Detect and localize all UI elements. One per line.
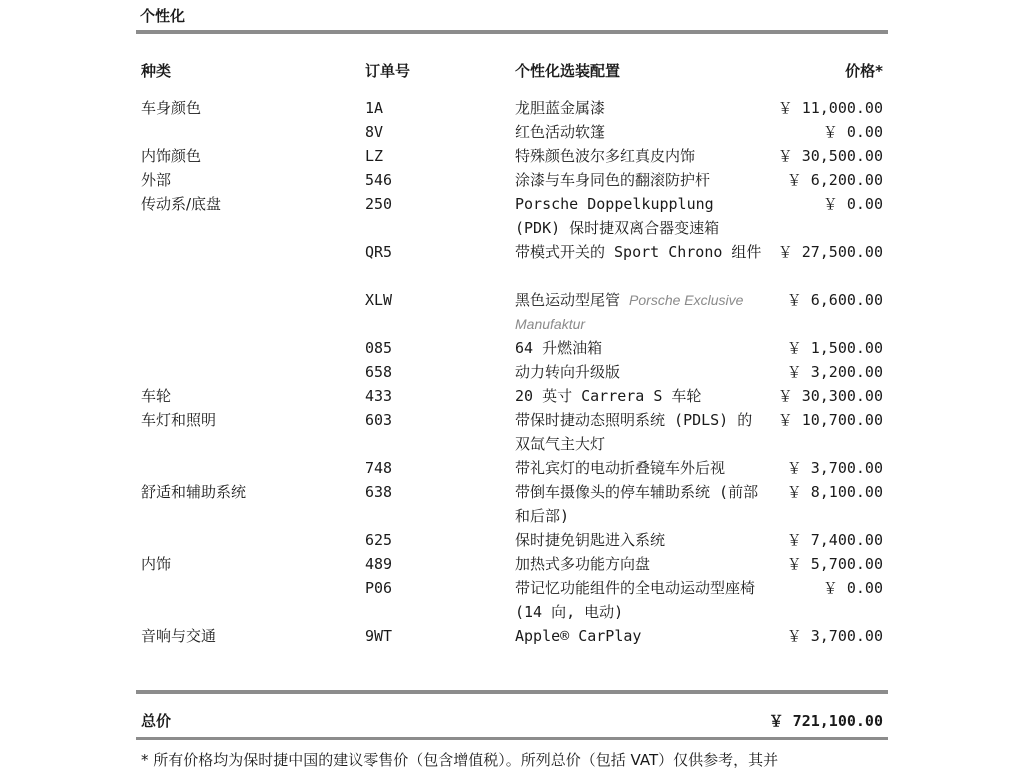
row-option-text: 黑色运动型尾管: [515, 291, 621, 309]
row-option: [515, 624, 765, 648]
row-category: 舒适和辅助系统: [141, 483, 247, 501]
header-price: 价格*: [845, 62, 883, 80]
row-order-code: 625: [365, 531, 393, 549]
row-order-code: 433: [365, 387, 393, 405]
row-option-text: 64 升燃油箱: [515, 339, 603, 357]
row-category: 传动系/底盘: [141, 195, 222, 213]
row-option: [515, 96, 765, 120]
table-row: [0, 408, 1024, 456]
row-price: ￥ 3,700.00: [786, 627, 883, 645]
row-price: ￥ 6,600.00: [786, 291, 883, 309]
table-row: [0, 528, 1024, 552]
row-category: 音响与交通: [141, 627, 217, 645]
table-row: [0, 288, 1024, 336]
table-row: [0, 552, 1024, 576]
row-order-code: 1A: [365, 99, 384, 117]
row-option-text: 特殊颜色波尔多红真皮内饰: [515, 147, 696, 165]
header-category: 种类: [141, 62, 172, 80]
row-price: ￥ 27,500.00: [777, 243, 883, 261]
row-option: [515, 480, 765, 528]
row-order-code: 658: [365, 363, 393, 381]
table-row: [0, 168, 1024, 192]
table-row: [0, 336, 1024, 360]
table-row: [0, 120, 1024, 144]
row-option-text: 加热式多功能方向盘: [515, 555, 651, 573]
row-option: [515, 120, 765, 144]
row-option: [515, 384, 765, 408]
row-order-code: QR5: [365, 243, 393, 261]
row-price: ￥ 0.00: [822, 579, 883, 597]
row-option-note: Porsche Exclusive Manufaktur: [515, 292, 744, 332]
row-option-text: 红色活动软篷: [515, 123, 606, 141]
total-value: ￥ 721,100.00: [768, 712, 883, 730]
row-price: ￥ 30,500.00: [777, 147, 883, 165]
table-row: [0, 624, 1024, 648]
row-option-text: 带礼宾灯的电动折叠镜车外后视: [515, 459, 726, 477]
row-price: ￥ 10,700.00: [777, 411, 883, 429]
table-row: [0, 576, 1024, 624]
row-option-text: Porsche Doppelkupplung (PDK) 保时捷双离合器变速箱: [515, 195, 720, 237]
header-option: 个性化选装配置: [515, 62, 621, 80]
row-option-text: 涂漆与车身同色的翻滚防护杆: [515, 171, 711, 189]
row-price: ￥ 30,300.00: [777, 387, 883, 405]
row-price: ￥ 1,500.00: [786, 339, 883, 357]
row-option-text: 带记忆功能组件的全电动运动型座椅 (14 向, 电动): [515, 579, 756, 621]
row-option-text: 龙胆蓝金属漆: [515, 99, 606, 117]
row-option: [515, 192, 765, 240]
row-category: 车灯和照明: [141, 411, 217, 429]
row-price: ￥ 0.00: [822, 123, 883, 141]
row-price: ￥ 8,100.00: [786, 483, 883, 501]
table-row: [0, 144, 1024, 168]
row-option: [515, 552, 765, 576]
row-category: 车轮: [141, 387, 172, 405]
row-price: ￥ 3,700.00: [786, 459, 883, 477]
row-price: ￥ 3,200.00: [786, 363, 883, 381]
options-table: [0, 96, 1024, 648]
row-order-code: XLW: [365, 291, 393, 309]
table-row: [0, 456, 1024, 480]
table-row: [0, 96, 1024, 120]
row-option: [515, 240, 765, 264]
footnote: * 所有价格均为保时捷中国的建议零售价（包含增值税）。所列总价（包括 VAT）仅供参考，其并: [141, 751, 779, 768]
row-order-code: 250: [365, 195, 393, 213]
row-option: [515, 336, 765, 360]
row-category: 车身颜色: [141, 99, 202, 117]
row-option-text: 带模式开关的 Sport Chrono 组件: [515, 243, 762, 261]
row-option-text: 带倒车摄像头的停车辅助系统 (前部和后部): [515, 483, 759, 525]
row-option: [515, 456, 765, 480]
row-option-text: 带保时捷动态照明系统 (PDLS) 的双氙气主大灯: [515, 411, 753, 453]
row-order-code: 638: [365, 483, 393, 501]
total-divider: [136, 690, 888, 694]
row-option: [515, 528, 765, 552]
table-row: [0, 360, 1024, 384]
row-order-code: LZ: [365, 147, 384, 165]
row-option: [515, 288, 765, 336]
row-order-code: P06: [365, 579, 393, 597]
row-order-code: 603: [365, 411, 393, 429]
total-label: 总价: [141, 712, 172, 730]
header-order-code: 订单号: [365, 62, 411, 80]
row-option-text: 保时捷免钥匙进入系统: [515, 531, 666, 549]
row-option: [515, 168, 765, 192]
table-row: [0, 240, 1024, 288]
row-order-code: 085: [365, 339, 393, 357]
row-category: 内饰: [141, 555, 172, 573]
row-category: 内饰颜色: [141, 147, 202, 165]
row-price: ￥ 5,700.00: [786, 555, 883, 573]
row-option-text: Apple® CarPlay: [515, 627, 642, 645]
table-row: [0, 384, 1024, 408]
table-row: [0, 192, 1024, 240]
row-option: [515, 360, 765, 384]
section-title: 个性化: [140, 7, 186, 25]
table-row: [0, 480, 1024, 528]
row-price: ￥ 6,200.00: [786, 171, 883, 189]
footnote-divider: [136, 737, 888, 740]
top-divider: [136, 30, 888, 34]
row-category: 外部: [141, 171, 172, 189]
row-option: [515, 144, 765, 168]
row-option-text: 20 英寸 Carrera S 车轮: [515, 387, 702, 405]
row-order-code: 8V: [365, 123, 384, 141]
row-price: ￥ 7,400.00: [786, 531, 883, 549]
row-option: [515, 408, 765, 456]
row-option: [515, 576, 765, 624]
row-price: ￥ 0.00: [822, 195, 883, 213]
row-order-code: 9WT: [365, 627, 393, 645]
row-order-code: 748: [365, 459, 393, 477]
row-order-code: 546: [365, 171, 393, 189]
row-order-code: 489: [365, 555, 393, 573]
row-price: ￥ 11,000.00: [777, 99, 883, 117]
row-option-text: 动力转向升级版: [515, 363, 621, 381]
